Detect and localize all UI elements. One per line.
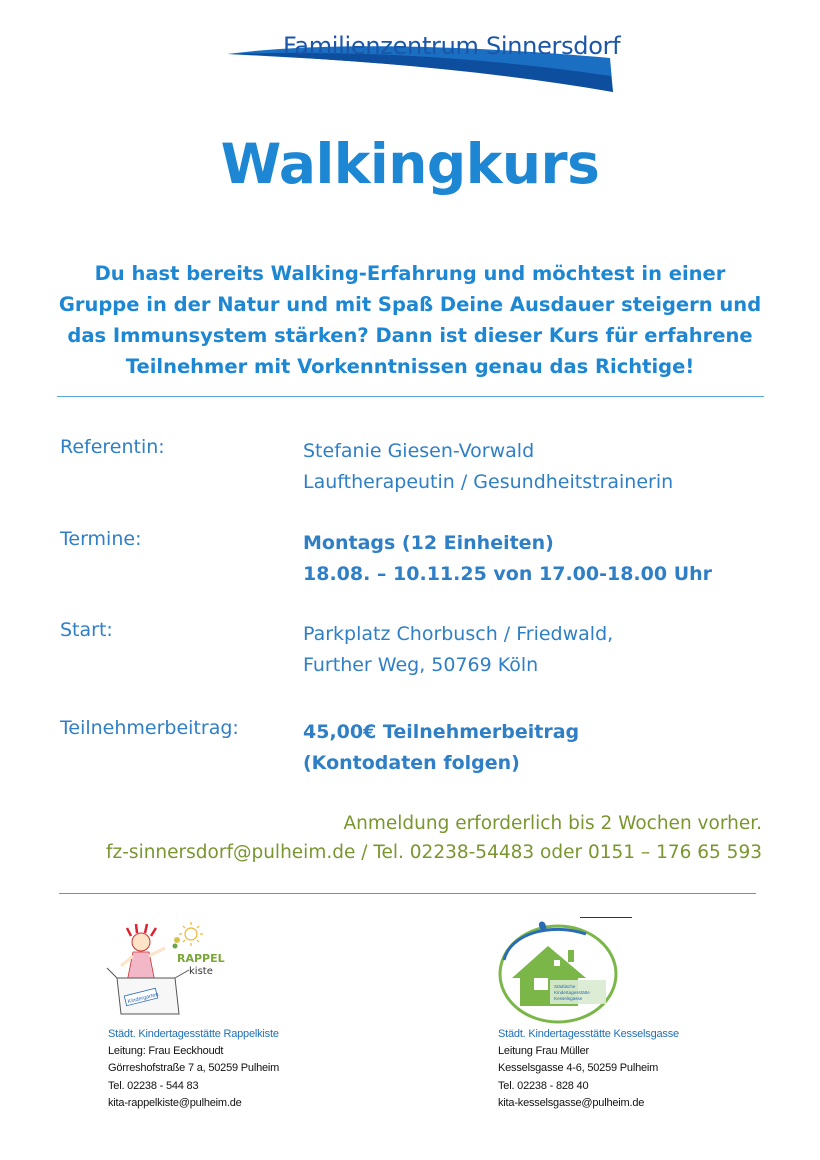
box-label: Kindergarten bbox=[127, 991, 160, 1006]
termine-label: Termine: bbox=[60, 528, 142, 550]
kita-tel: Tel. 02238 - 544 83 bbox=[108, 1079, 199, 1092]
start-label: Start: bbox=[60, 619, 113, 641]
termine-day: Montags (12 Einheiten) bbox=[303, 532, 554, 554]
beitrag-label: Teilnehmerbeitrag: bbox=[60, 717, 239, 739]
rappelkiste-logo bbox=[103, 920, 225, 1020]
kiste-logo-text: kiste bbox=[189, 966, 213, 977]
referentin-label: Referentin: bbox=[60, 436, 165, 458]
kita-name: Städt. Kindertagesstätte Rappelkiste bbox=[108, 1028, 279, 1040]
registration-contact: fz-sinnersdorf@pulheim.de / Tel. 02238-54483 oder 0151 – 176 65 593 bbox=[106, 842, 762, 863]
kita-email: kita-rappelkiste@pulheim.de bbox=[108, 1096, 242, 1109]
divider bbox=[57, 396, 764, 397]
kesselsgasse-logo bbox=[490, 920, 630, 1030]
kita-address: Görreshofstraße 7 a, 50259 Pulheim bbox=[108, 1062, 280, 1075]
kita-rappelkiste-info bbox=[108, 1026, 279, 1112]
start-place: Parkplatz Chorbusch / Friedwald, bbox=[303, 623, 614, 645]
intro-line: das Immunsystem stärken? Dann ist dieser Kurs für erfahrene bbox=[67, 324, 753, 347]
divider bbox=[59, 893, 756, 894]
referentin-value bbox=[303, 436, 673, 498]
beitrag-amount: 45,00€ Teilnehmerbeitrag bbox=[303, 721, 580, 743]
intro-line: Gruppe in der Natur und mit Spaß Deine Ausdauer steigern und bbox=[58, 293, 762, 316]
beitrag-value bbox=[303, 717, 579, 779]
referentin-title: Lauftherapeutin / Gesundheitstrainerin bbox=[303, 471, 674, 493]
kita-tel: Tel. 02238 - 828 40 bbox=[498, 1079, 589, 1092]
rappel-logo-text: RAPPEL bbox=[177, 952, 225, 965]
kessel-logo-text-1: Städtische bbox=[554, 984, 576, 989]
start-address: Further Weg, 50769 Köln bbox=[303, 654, 539, 676]
kessel-logo-text-2: Kindertagesstätte bbox=[554, 990, 590, 995]
intro-text bbox=[40, 258, 780, 382]
registration-deadline: Anmeldung erforderlich bis 2 Wochen vorher. bbox=[343, 813, 762, 834]
intro-line: Teilnehmer mit Vorkenntnissen genau das Richtige! bbox=[125, 355, 695, 378]
start-value bbox=[303, 619, 613, 681]
page-title: Walkingkurs bbox=[220, 132, 600, 196]
beitrag-note: (Kontodaten folgen) bbox=[303, 752, 520, 774]
sun-icon bbox=[179, 922, 203, 946]
kita-name: Städt. Kindertagesstätte Kesselsgasse bbox=[498, 1028, 679, 1040]
intro-line: Du hast bereits Walking-Erfahrung und möchtest in einer bbox=[94, 262, 726, 285]
kessel-logo-text-3: Kesselsgasse bbox=[554, 996, 583, 1001]
referentin-name: Stefanie Giesen-Vorwald bbox=[303, 440, 535, 462]
kita-email: kita-kesselsgasse@pulheim.de bbox=[498, 1096, 645, 1109]
kita-leitung: Leitung Frau Müller bbox=[498, 1045, 589, 1058]
kita-kesselsgasse-info bbox=[498, 1026, 679, 1112]
termine-value bbox=[303, 528, 712, 590]
kita-leitung: Leitung: Frau Eeckhoudt bbox=[108, 1045, 224, 1058]
logo-text: Familienzentrum Sinnersdorf bbox=[283, 32, 621, 60]
kita-address: Kesselsgasse 4-6, 50259 Pulheim bbox=[498, 1062, 659, 1075]
termine-dates: 18.08. – 10.11.25 von 17.00-18.00 Uhr bbox=[303, 563, 713, 585]
divider bbox=[580, 917, 632, 918]
